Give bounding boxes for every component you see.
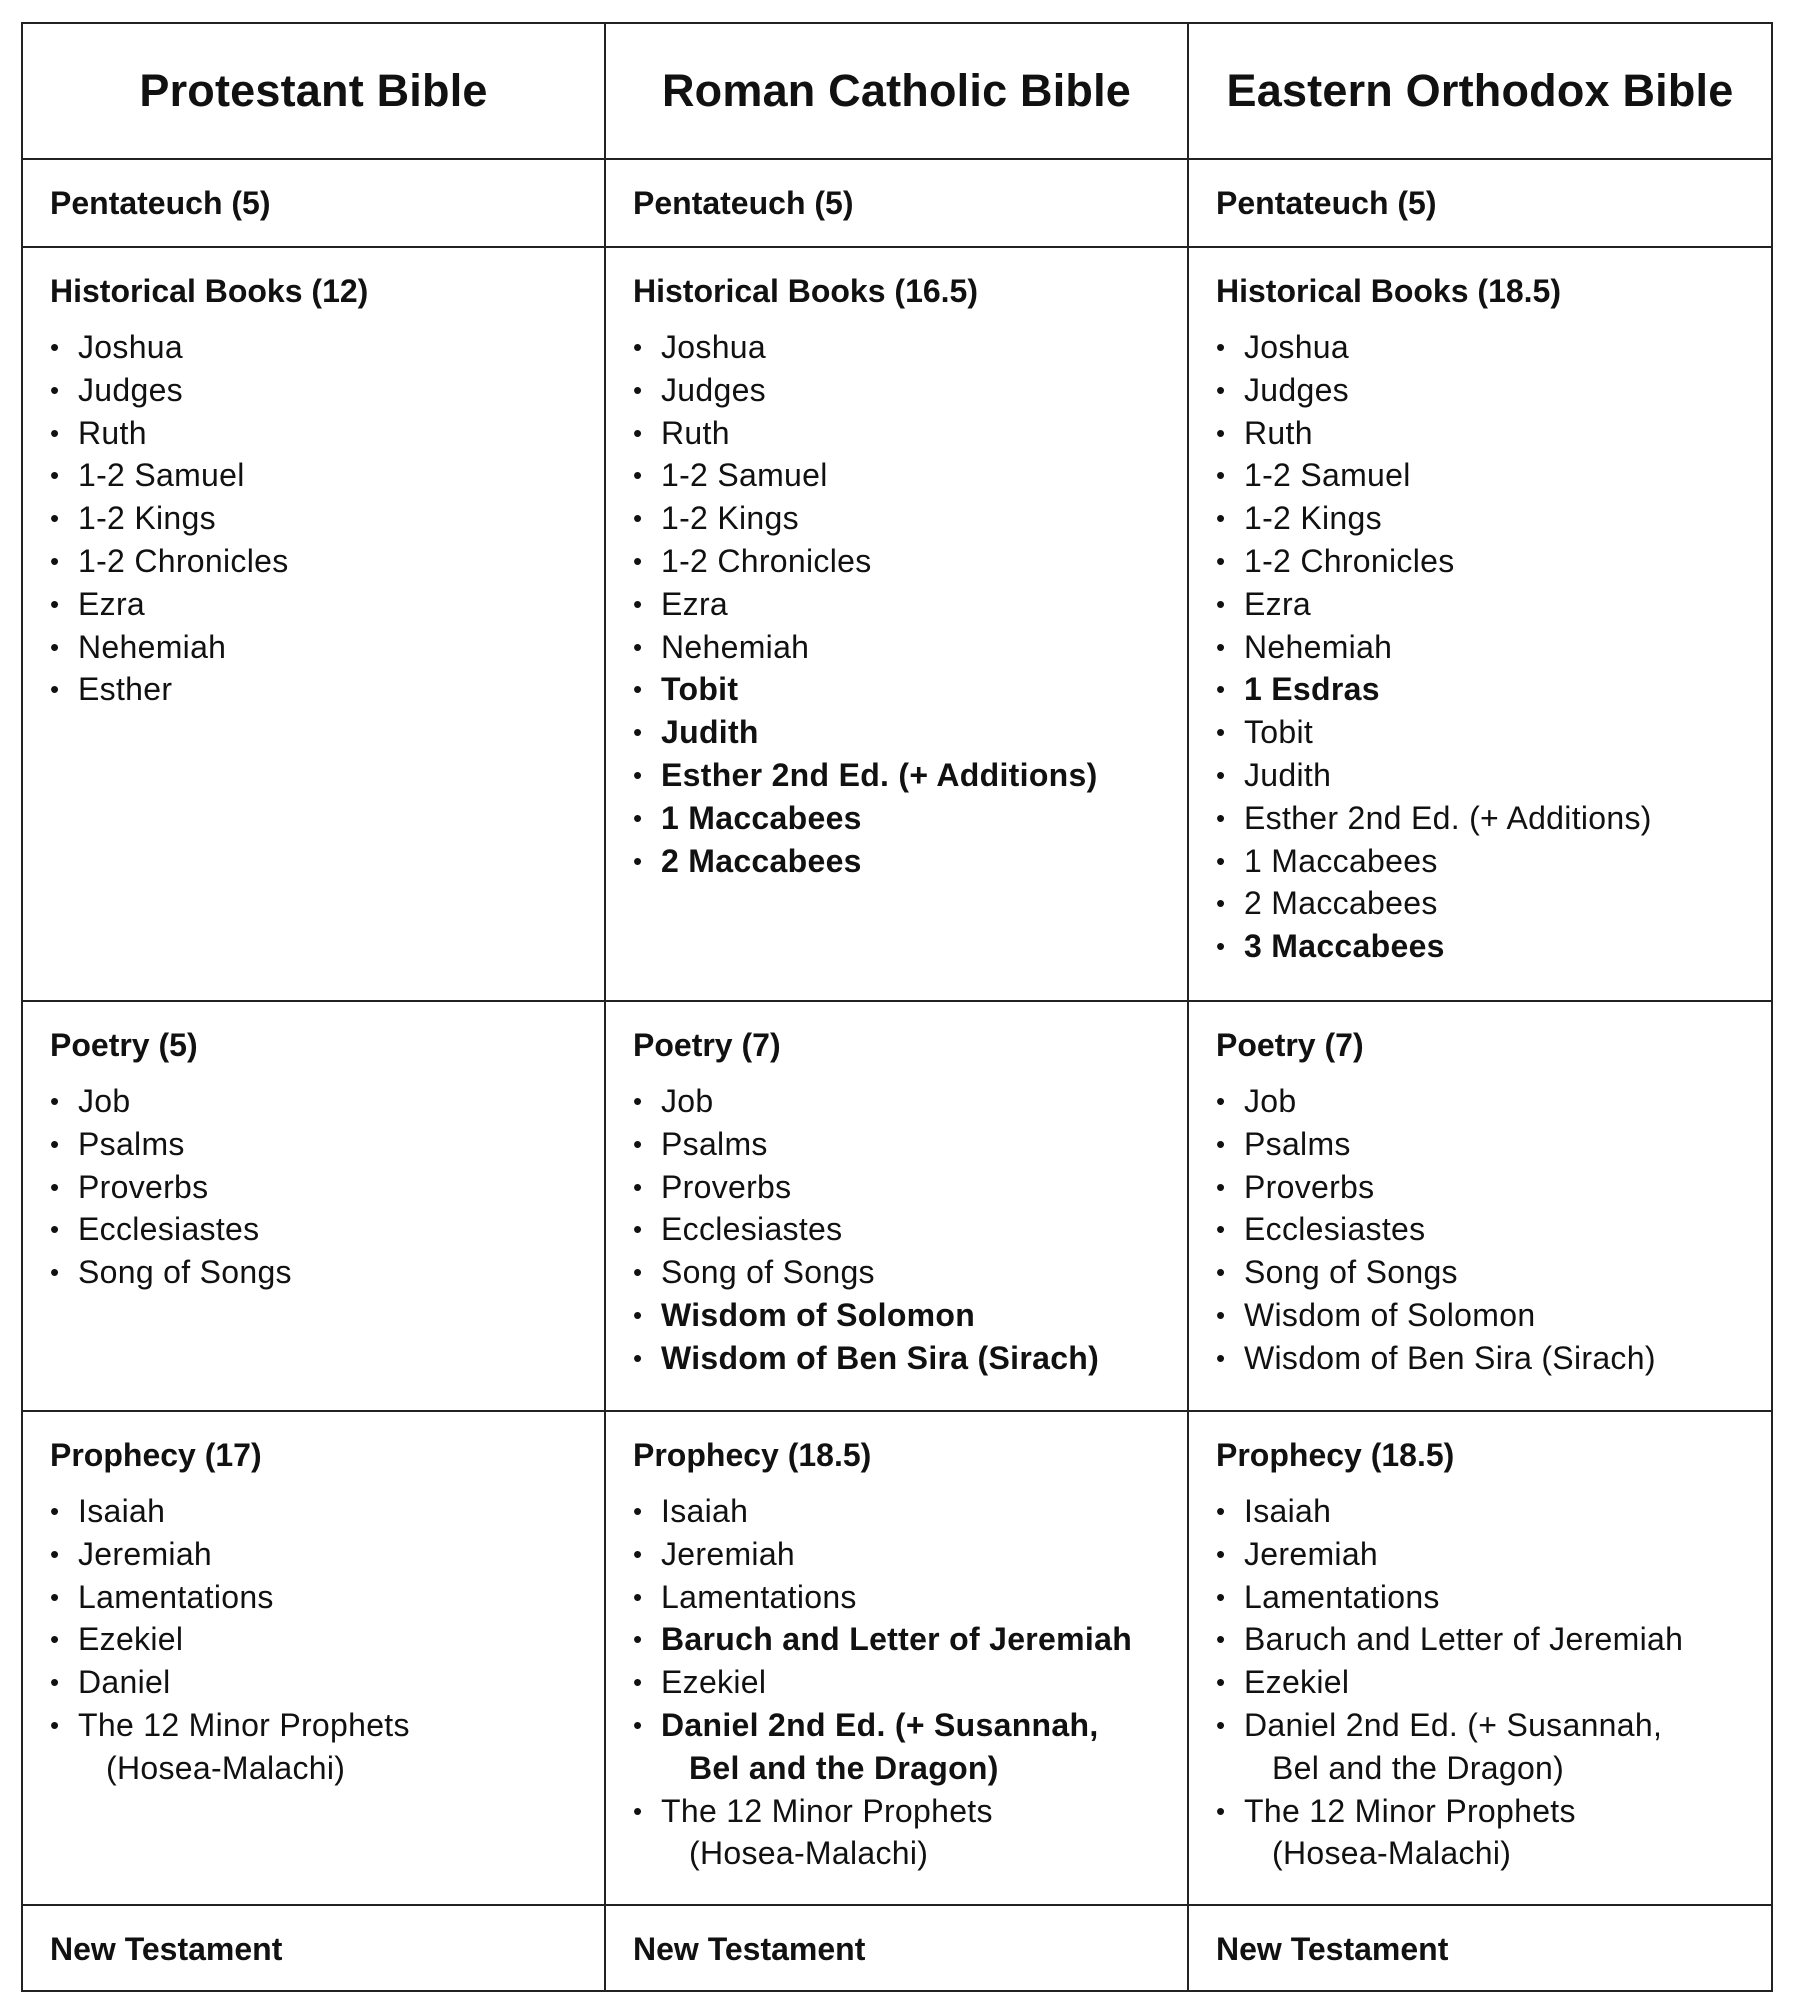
prophecy-cell-protestant bbox=[23, 1412, 606, 1906]
book-name: Ecclesiastes bbox=[78, 1211, 260, 1248]
book-list-item bbox=[633, 840, 1187, 883]
pentateuch-cell-orthodox bbox=[1189, 160, 1771, 248]
section-title: Prophecy (17) bbox=[50, 1437, 262, 1473]
book-list-item bbox=[633, 1337, 1187, 1380]
new-testament-cell-orthodox bbox=[1189, 1906, 1771, 1992]
book-list-item bbox=[1216, 412, 1771, 455]
book-name: Jeremiah bbox=[78, 1535, 213, 1572]
section-title: Pentateuch (5) bbox=[50, 185, 271, 221]
book-list-item bbox=[1216, 925, 1771, 968]
book-name: Ruth bbox=[1244, 414, 1313, 451]
book-list-item bbox=[1216, 1490, 1771, 1533]
book-name: Proverbs bbox=[1244, 1168, 1375, 1205]
book-list-item bbox=[50, 1533, 604, 1576]
book-list-item bbox=[1216, 1704, 1771, 1790]
book-name: Joshua bbox=[1244, 329, 1349, 365]
book-name: Jeremiah bbox=[661, 1535, 796, 1572]
book-name: Job bbox=[1244, 1083, 1297, 1119]
book-list-item bbox=[1216, 1533, 1771, 1576]
book-name: Isaiah bbox=[661, 1493, 749, 1529]
section-title: Historical Books (12) bbox=[50, 273, 369, 309]
book-list-item bbox=[1216, 497, 1771, 540]
book-name: 2 Maccabees bbox=[1244, 885, 1438, 922]
column-header-orthodox: Eastern Orthodox Bible bbox=[1189, 24, 1771, 160]
book-list-item bbox=[50, 668, 604, 711]
book-list-item bbox=[50, 1704, 604, 1790]
section-title: Historical Books (16.5) bbox=[633, 273, 978, 309]
book-name-continuation: (Hosea-Malachi) bbox=[689, 1835, 929, 1872]
book-list-item bbox=[50, 1661, 604, 1704]
book-list bbox=[50, 1490, 604, 1790]
book-name: Ezra bbox=[661, 585, 728, 622]
book-name: Song of Songs bbox=[661, 1254, 875, 1291]
book-list-item bbox=[50, 1618, 604, 1661]
book-name: Judges bbox=[661, 371, 766, 408]
book-list-item bbox=[633, 1490, 1187, 1533]
section-title: New Testament bbox=[633, 1931, 866, 1967]
book-list-item bbox=[50, 1208, 604, 1251]
book-name: Judges bbox=[1244, 371, 1349, 408]
book-name: 1-2 Chronicles bbox=[661, 542, 872, 579]
book-list-item bbox=[1216, 840, 1771, 883]
book-list-item bbox=[1216, 1337, 1771, 1380]
book-list-item bbox=[1216, 583, 1771, 626]
book-list bbox=[1216, 326, 1771, 968]
book-list-item bbox=[633, 1166, 1187, 1209]
book-name: Judges bbox=[78, 371, 183, 408]
book-list-item bbox=[1216, 1166, 1771, 1209]
book-list-item bbox=[633, 1618, 1187, 1661]
section-title: Prophecy (18.5) bbox=[1216, 1437, 1455, 1473]
book-list bbox=[1216, 1080, 1771, 1380]
new-testament-cell-catholic bbox=[606, 1906, 1189, 1992]
book-name: Tobit bbox=[661, 671, 739, 708]
book-name: Joshua bbox=[78, 329, 183, 365]
book-list-item bbox=[1216, 369, 1771, 412]
book-list-item bbox=[50, 412, 604, 455]
historical-cell-protestant bbox=[23, 248, 606, 1002]
book-list-item bbox=[633, 497, 1187, 540]
book-list-item bbox=[1216, 754, 1771, 797]
book-name: 1 Esdras bbox=[1244, 671, 1380, 708]
book-list-item bbox=[50, 1123, 604, 1166]
section-title: Poetry (7) bbox=[1216, 1027, 1364, 1063]
book-name: Proverbs bbox=[661, 1168, 792, 1205]
book-name: Ruth bbox=[661, 414, 730, 451]
book-name: Isaiah bbox=[1244, 1493, 1332, 1529]
book-name-continuation: Bel and the Dragon) bbox=[689, 1749, 999, 1786]
book-list-item bbox=[1216, 454, 1771, 497]
book-name: Wisdom of Ben Sira (Sirach) bbox=[661, 1339, 1100, 1376]
book-list bbox=[50, 1080, 604, 1294]
book-name: 1-2 Kings bbox=[661, 500, 799, 537]
book-list-item bbox=[1216, 1790, 1771, 1876]
book-list bbox=[633, 1080, 1187, 1380]
historical-cell-orthodox bbox=[1189, 248, 1771, 1002]
book-name: Baruch and Letter of Jeremiah bbox=[1244, 1621, 1684, 1658]
book-list-item bbox=[633, 412, 1187, 455]
book-list-item bbox=[1216, 540, 1771, 583]
book-list-item bbox=[633, 626, 1187, 669]
book-list-item bbox=[1216, 626, 1771, 669]
book-name: 1-2 Samuel bbox=[1244, 457, 1411, 494]
book-list-item bbox=[1216, 882, 1771, 925]
book-name: Daniel bbox=[78, 1664, 171, 1701]
section-title: New Testament bbox=[1216, 1931, 1449, 1967]
section-title: Pentateuch (5) bbox=[1216, 185, 1437, 221]
book-name: 1-2 Chronicles bbox=[1244, 542, 1455, 579]
book-name: Daniel 2nd Ed. (+ Susannah, bbox=[1244, 1706, 1663, 1743]
book-name-continuation: (Hosea-Malachi) bbox=[106, 1749, 346, 1786]
book-name: 1-2 Samuel bbox=[661, 457, 828, 494]
book-list-item bbox=[633, 1123, 1187, 1166]
book-list-item bbox=[1216, 797, 1771, 840]
section-title: Poetry (7) bbox=[633, 1027, 781, 1063]
book-name: Judith bbox=[661, 714, 759, 751]
book-name: Ruth bbox=[78, 414, 147, 451]
section-title: Pentateuch (5) bbox=[633, 185, 854, 221]
book-list-item bbox=[1216, 1661, 1771, 1704]
book-name: Job bbox=[661, 1083, 714, 1119]
book-list-item bbox=[633, 1080, 1187, 1123]
book-name: The 12 Minor Prophets bbox=[78, 1706, 410, 1743]
book-name: Judith bbox=[1244, 756, 1332, 793]
book-list-item bbox=[50, 326, 604, 369]
book-name-continuation: (Hosea-Malachi) bbox=[1272, 1835, 1512, 1872]
section-title: Poetry (5) bbox=[50, 1027, 198, 1063]
book-list bbox=[1216, 1490, 1771, 1875]
prophecy-cell-catholic bbox=[606, 1412, 1189, 1906]
column-header-catholic: Roman Catholic Bible bbox=[606, 24, 1189, 160]
new-testament-cell-protestant bbox=[23, 1906, 606, 1992]
book-name: Jeremiah bbox=[1244, 1535, 1379, 1572]
book-list-item bbox=[50, 1251, 604, 1294]
book-name: Lamentations bbox=[78, 1578, 274, 1615]
book-name: The 12 Minor Prophets bbox=[661, 1792, 993, 1829]
book-name: Wisdom of Solomon bbox=[661, 1296, 976, 1333]
book-list-item bbox=[633, 1576, 1187, 1619]
book-name: Psalms bbox=[78, 1125, 185, 1162]
book-name: Psalms bbox=[661, 1125, 768, 1162]
book-list-item bbox=[633, 1251, 1187, 1294]
book-list-item bbox=[633, 454, 1187, 497]
book-list-item bbox=[633, 583, 1187, 626]
prophecy-cell-orthodox bbox=[1189, 1412, 1771, 1906]
book-name: Daniel 2nd Ed. (+ Susannah, bbox=[661, 1706, 1099, 1743]
book-name: Ezra bbox=[1244, 585, 1311, 622]
book-list-item bbox=[1216, 1080, 1771, 1123]
book-list-item bbox=[50, 1080, 604, 1123]
book-name: 2 Maccabees bbox=[661, 842, 862, 879]
book-list-item bbox=[50, 583, 604, 626]
book-name: Joshua bbox=[661, 329, 766, 365]
book-name: Wisdom of Ben Sira (Sirach) bbox=[1244, 1339, 1656, 1376]
book-name: Nehemiah bbox=[78, 628, 227, 665]
book-list-item bbox=[50, 369, 604, 412]
book-list-item bbox=[633, 754, 1187, 797]
book-name: 3 Maccabees bbox=[1244, 928, 1445, 965]
book-name: Lamentations bbox=[1244, 1578, 1440, 1615]
section-title: Prophecy (18.5) bbox=[633, 1437, 872, 1473]
book-list-item bbox=[1216, 326, 1771, 369]
book-list-item bbox=[633, 326, 1187, 369]
book-name: Nehemiah bbox=[1244, 628, 1393, 665]
book-name: Lamentations bbox=[661, 1578, 857, 1615]
book-list-item bbox=[633, 711, 1187, 754]
book-list-item bbox=[1216, 668, 1771, 711]
book-list-item bbox=[633, 797, 1187, 840]
book-list-item bbox=[50, 1490, 604, 1533]
book-list-item bbox=[633, 1661, 1187, 1704]
book-list bbox=[633, 326, 1187, 882]
poetry-cell-protestant bbox=[23, 1002, 606, 1412]
book-name: Psalms bbox=[1244, 1125, 1351, 1162]
book-list-item bbox=[1216, 1618, 1771, 1661]
book-name: 1 Maccabees bbox=[661, 799, 862, 836]
pentateuch-cell-catholic bbox=[606, 160, 1189, 248]
book-list bbox=[633, 1490, 1187, 1875]
section-title: Historical Books (18.5) bbox=[1216, 273, 1561, 309]
book-name: Isaiah bbox=[78, 1493, 166, 1529]
book-list-item bbox=[50, 454, 604, 497]
book-name: Baruch and Letter of Jeremiah bbox=[661, 1621, 1133, 1658]
book-list-item bbox=[50, 626, 604, 669]
book-name: 1 Maccabees bbox=[1244, 842, 1438, 879]
book-name: Ezra bbox=[78, 585, 145, 622]
bible-canon-comparison-table bbox=[21, 22, 1773, 1992]
book-list-item bbox=[50, 1576, 604, 1619]
book-list-item bbox=[1216, 1576, 1771, 1619]
poetry-cell-catholic bbox=[606, 1002, 1189, 1412]
book-list-item bbox=[1216, 711, 1771, 754]
book-name: Esther 2nd Ed. (+ Additions) bbox=[661, 756, 1098, 793]
book-name: Esther bbox=[78, 671, 173, 708]
book-name: Ecclesiastes bbox=[661, 1211, 843, 1248]
book-name: Nehemiah bbox=[661, 628, 810, 665]
poetry-cell-orthodox bbox=[1189, 1002, 1771, 1412]
book-list-item bbox=[633, 668, 1187, 711]
book-list-item bbox=[633, 1533, 1187, 1576]
book-name: Song of Songs bbox=[78, 1254, 292, 1291]
book-name-continuation: Bel and the Dragon) bbox=[1272, 1749, 1565, 1786]
column-header-protestant: Protestant Bible bbox=[23, 24, 606, 160]
book-list-item bbox=[1216, 1123, 1771, 1166]
book-list-item bbox=[50, 1166, 604, 1209]
book-list-item bbox=[1216, 1251, 1771, 1294]
book-list-item bbox=[633, 369, 1187, 412]
book-list-item bbox=[633, 1294, 1187, 1337]
book-name: The 12 Minor Prophets bbox=[1244, 1792, 1576, 1829]
book-list-item bbox=[633, 1704, 1187, 1790]
book-list-item bbox=[633, 1790, 1187, 1876]
book-name: Job bbox=[78, 1083, 131, 1119]
book-list bbox=[50, 326, 604, 711]
book-name: 1-2 Samuel bbox=[78, 457, 245, 494]
book-name: Tobit bbox=[1244, 714, 1314, 751]
book-name: 1-2 Kings bbox=[1244, 500, 1382, 537]
book-list-item bbox=[633, 1208, 1187, 1251]
book-name: Ezekiel bbox=[1244, 1664, 1350, 1701]
book-name: Ezekiel bbox=[661, 1664, 767, 1701]
book-list-item bbox=[1216, 1208, 1771, 1251]
pentateuch-cell-protestant bbox=[23, 160, 606, 248]
book-list-item bbox=[50, 540, 604, 583]
book-name: Wisdom of Solomon bbox=[1244, 1296, 1536, 1333]
book-list-item bbox=[50, 497, 604, 540]
section-title: New Testament bbox=[50, 1931, 283, 1967]
book-name: Proverbs bbox=[78, 1168, 209, 1205]
book-name: 1-2 Kings bbox=[78, 500, 216, 537]
book-name: 1-2 Chronicles bbox=[78, 542, 289, 579]
book-list-item bbox=[1216, 1294, 1771, 1337]
book-name: Ecclesiastes bbox=[1244, 1211, 1426, 1248]
book-name: Esther 2nd Ed. (+ Additions) bbox=[1244, 799, 1652, 836]
book-name: Song of Songs bbox=[1244, 1254, 1458, 1291]
historical-cell-catholic bbox=[606, 248, 1189, 1002]
book-list-item bbox=[633, 540, 1187, 583]
book-name: Ezekiel bbox=[78, 1621, 184, 1658]
